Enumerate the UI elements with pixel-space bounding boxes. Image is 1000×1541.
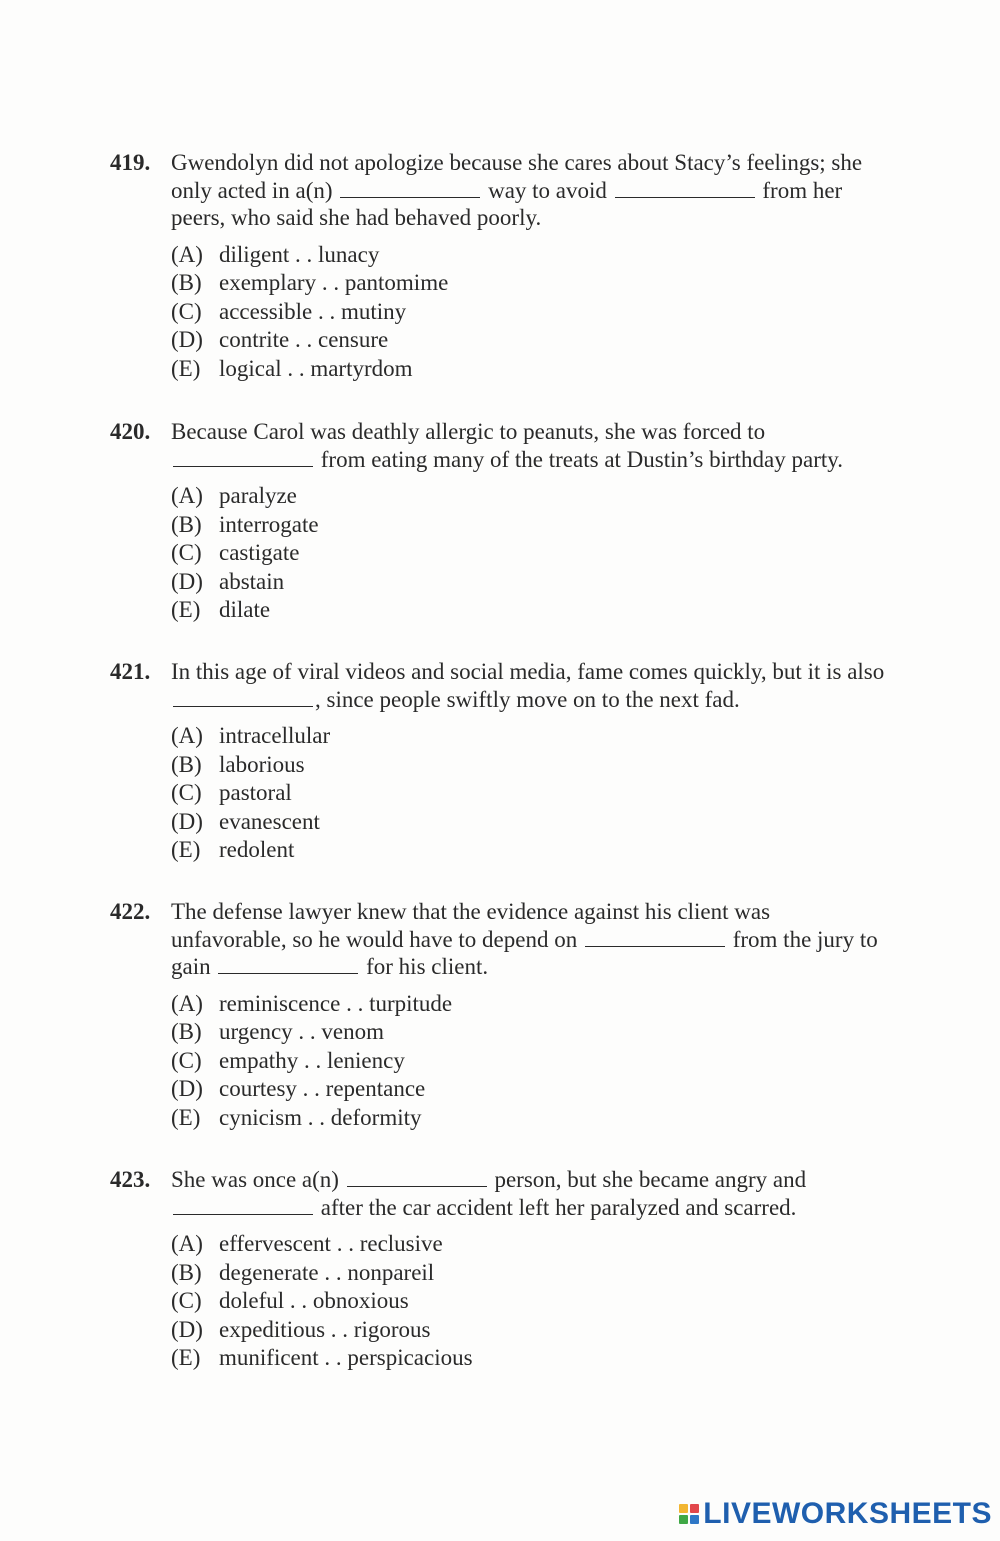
stem-text: Because Carol was deathly allergic to peanuts, she was forced to: [171, 419, 766, 444]
question-number: 420.: [110, 419, 151, 444]
option-text: effervescent . . reclusive: [219, 1231, 443, 1256]
question-423: [110, 1166, 890, 1373]
option-letter: (B): [171, 751, 202, 777]
answer-option[interactable]: [171, 751, 890, 780]
answer-option[interactable]: [171, 568, 890, 597]
answer-option[interactable]: [171, 1047, 890, 1076]
option-text: empathy . . leniency: [219, 1047, 405, 1073]
option-text: laborious: [219, 751, 305, 777]
question-419: [110, 149, 890, 383]
stem-text: from eating many of the treats at Dustin’s birthday party.: [315, 446, 844, 472]
option-text: redolent: [219, 837, 295, 862]
option-letter: (D): [171, 568, 203, 594]
question-stem: [110, 898, 890, 981]
question-number: 419.: [110, 150, 151, 175]
answer-blank[interactable]: [173, 1195, 313, 1215]
option-text: cynicism . . deformity: [219, 1104, 422, 1130]
answer-blank[interactable]: [615, 178, 755, 198]
question-stem: [110, 418, 890, 473]
option-letter: (E): [171, 355, 201, 381]
option-text: dilate: [219, 597, 271, 622]
option-text: expeditious . . rigorous: [219, 1316, 431, 1342]
option-text: abstain: [219, 568, 285, 594]
answer-blank[interactable]: [173, 447, 313, 467]
option-text: degenerate . . nonpareil: [219, 1259, 435, 1285]
question-stem: [110, 658, 890, 713]
stem-text: , since people swiftly move on to the next fad.: [315, 686, 740, 712]
question-number: 421.: [110, 659, 151, 684]
logo-square: [690, 1504, 699, 1513]
option-text: exemplary . . pantomime: [219, 270, 449, 295]
answer-option[interactable]: [171, 511, 890, 540]
option-text: castigate: [219, 540, 300, 565]
stem-text: The defense lawyer knew that the evidence against his client was unfavorable, so he would have to depend on: [171, 899, 771, 952]
answer-blank[interactable]: [173, 687, 313, 707]
option-letter: (C): [171, 780, 202, 805]
stem-text: Gwendolyn did not apologize because she cares about Stacy’s feelings; she only acted in a(n): [171, 150, 863, 203]
question-number: 423.: [110, 1167, 151, 1192]
answer-option[interactable]: [171, 326, 890, 355]
option-letter: (A): [171, 990, 203, 1016]
answer-option[interactable]: [171, 836, 890, 865]
stem-text: for his client.: [360, 954, 489, 979]
option-letter: (E): [171, 1104, 201, 1130]
answer-blank[interactable]: [585, 927, 725, 947]
option-text: intracellular: [219, 723, 331, 748]
option-text: diligent . . lunacy: [219, 241, 380, 267]
option-letter: (B): [171, 1259, 202, 1285]
answer-option[interactable]: [171, 990, 890, 1019]
option-text: paralyze: [219, 483, 297, 508]
question-422: [110, 898, 890, 1132]
answer-option[interactable]: [171, 1316, 890, 1345]
option-text: logical . . martyrdom: [219, 355, 413, 381]
stem-text: person, but she became angry and: [488, 1167, 807, 1192]
answer-option[interactable]: [171, 779, 890, 808]
option-text: pastoral: [219, 780, 292, 805]
option-letter: (C): [171, 1288, 202, 1313]
stem-text: from her peers, who said she had behaved poorly.: [171, 177, 843, 230]
answer-option[interactable]: [171, 269, 890, 298]
option-text: doleful . . obnoxious: [219, 1288, 409, 1313]
answer-option[interactable]: [171, 1018, 890, 1047]
answer-option[interactable]: [171, 1344, 890, 1373]
answer-option[interactable]: [171, 1259, 890, 1288]
option-letter: (C): [171, 1047, 202, 1073]
option-letter: (A): [171, 1231, 203, 1256]
option-letter: (E): [171, 837, 201, 862]
answer-option[interactable]: [171, 1075, 890, 1104]
answer-options: [110, 722, 890, 865]
logo-square: [679, 1515, 688, 1524]
logo-square: [690, 1515, 699, 1524]
answer-options: [110, 241, 890, 384]
answer-blank[interactable]: [340, 178, 480, 198]
option-letter: (E): [171, 1345, 201, 1370]
answer-option[interactable]: [171, 539, 890, 568]
answer-blank[interactable]: [218, 954, 358, 974]
option-text: contrite . . censure: [219, 327, 389, 352]
stem-text: She was once a(n): [171, 1167, 345, 1192]
answer-option[interactable]: [171, 298, 890, 327]
option-letter: (A): [171, 241, 203, 267]
option-letter: (C): [171, 298, 202, 324]
stem-text: In this age of viral videos and social media, fame comes quickly, but it is also: [171, 659, 885, 684]
option-text: interrogate: [219, 511, 319, 537]
question-number: 422.: [110, 899, 151, 924]
liveworksheets-logo[interactable]: [679, 1497, 992, 1531]
answer-options: [110, 1230, 890, 1373]
question-stem: [110, 149, 890, 232]
liveworksheets-logo-icon: [679, 1504, 699, 1524]
option-letter: (E): [171, 597, 201, 622]
option-letter: (B): [171, 270, 202, 295]
answer-blank[interactable]: [347, 1167, 487, 1187]
answer-option[interactable]: [171, 482, 890, 511]
answer-option[interactable]: [171, 1104, 890, 1133]
option-text: accessible . . mutiny: [219, 298, 407, 324]
stem-text: way to avoid: [482, 177, 613, 203]
option-letter: (A): [171, 723, 203, 748]
option-letter: (A): [171, 483, 203, 508]
stem-text: after the car accident left her paralyzed and scarred.: [315, 1194, 797, 1220]
option-letter: (D): [171, 808, 203, 834]
option-text: courtesy . . repentance: [219, 1076, 426, 1101]
question-421: [110, 658, 890, 865]
logo-square: [679, 1504, 688, 1513]
option-letter: (C): [171, 540, 202, 565]
option-letter: (D): [171, 1076, 203, 1101]
answer-option[interactable]: [171, 1230, 890, 1259]
stem-text: from the jury to gain: [171, 926, 878, 979]
answer-option[interactable]: [171, 241, 890, 270]
answer-options: [110, 482, 890, 625]
option-text: munificent . . perspicacious: [219, 1345, 473, 1370]
option-letter: (D): [171, 327, 203, 352]
answer-options: [110, 990, 890, 1133]
answer-option[interactable]: [171, 722, 890, 751]
question-stem: [110, 1166, 890, 1221]
answer-option[interactable]: [171, 355, 890, 384]
answer-option[interactable]: [171, 808, 890, 837]
logo-text: LIVEWORKSHEETS: [703, 1497, 992, 1530]
answer-option[interactable]: [171, 1287, 890, 1316]
option-text: reminiscence . . turpitude: [219, 990, 453, 1016]
question-420: [110, 418, 890, 625]
option-letter: (B): [171, 511, 202, 537]
option-letter: (B): [171, 1019, 202, 1044]
option-letter: (D): [171, 1316, 203, 1342]
option-text: evanescent: [219, 808, 320, 834]
option-text: urgency . . venom: [219, 1019, 385, 1044]
answer-option[interactable]: [171, 596, 890, 625]
